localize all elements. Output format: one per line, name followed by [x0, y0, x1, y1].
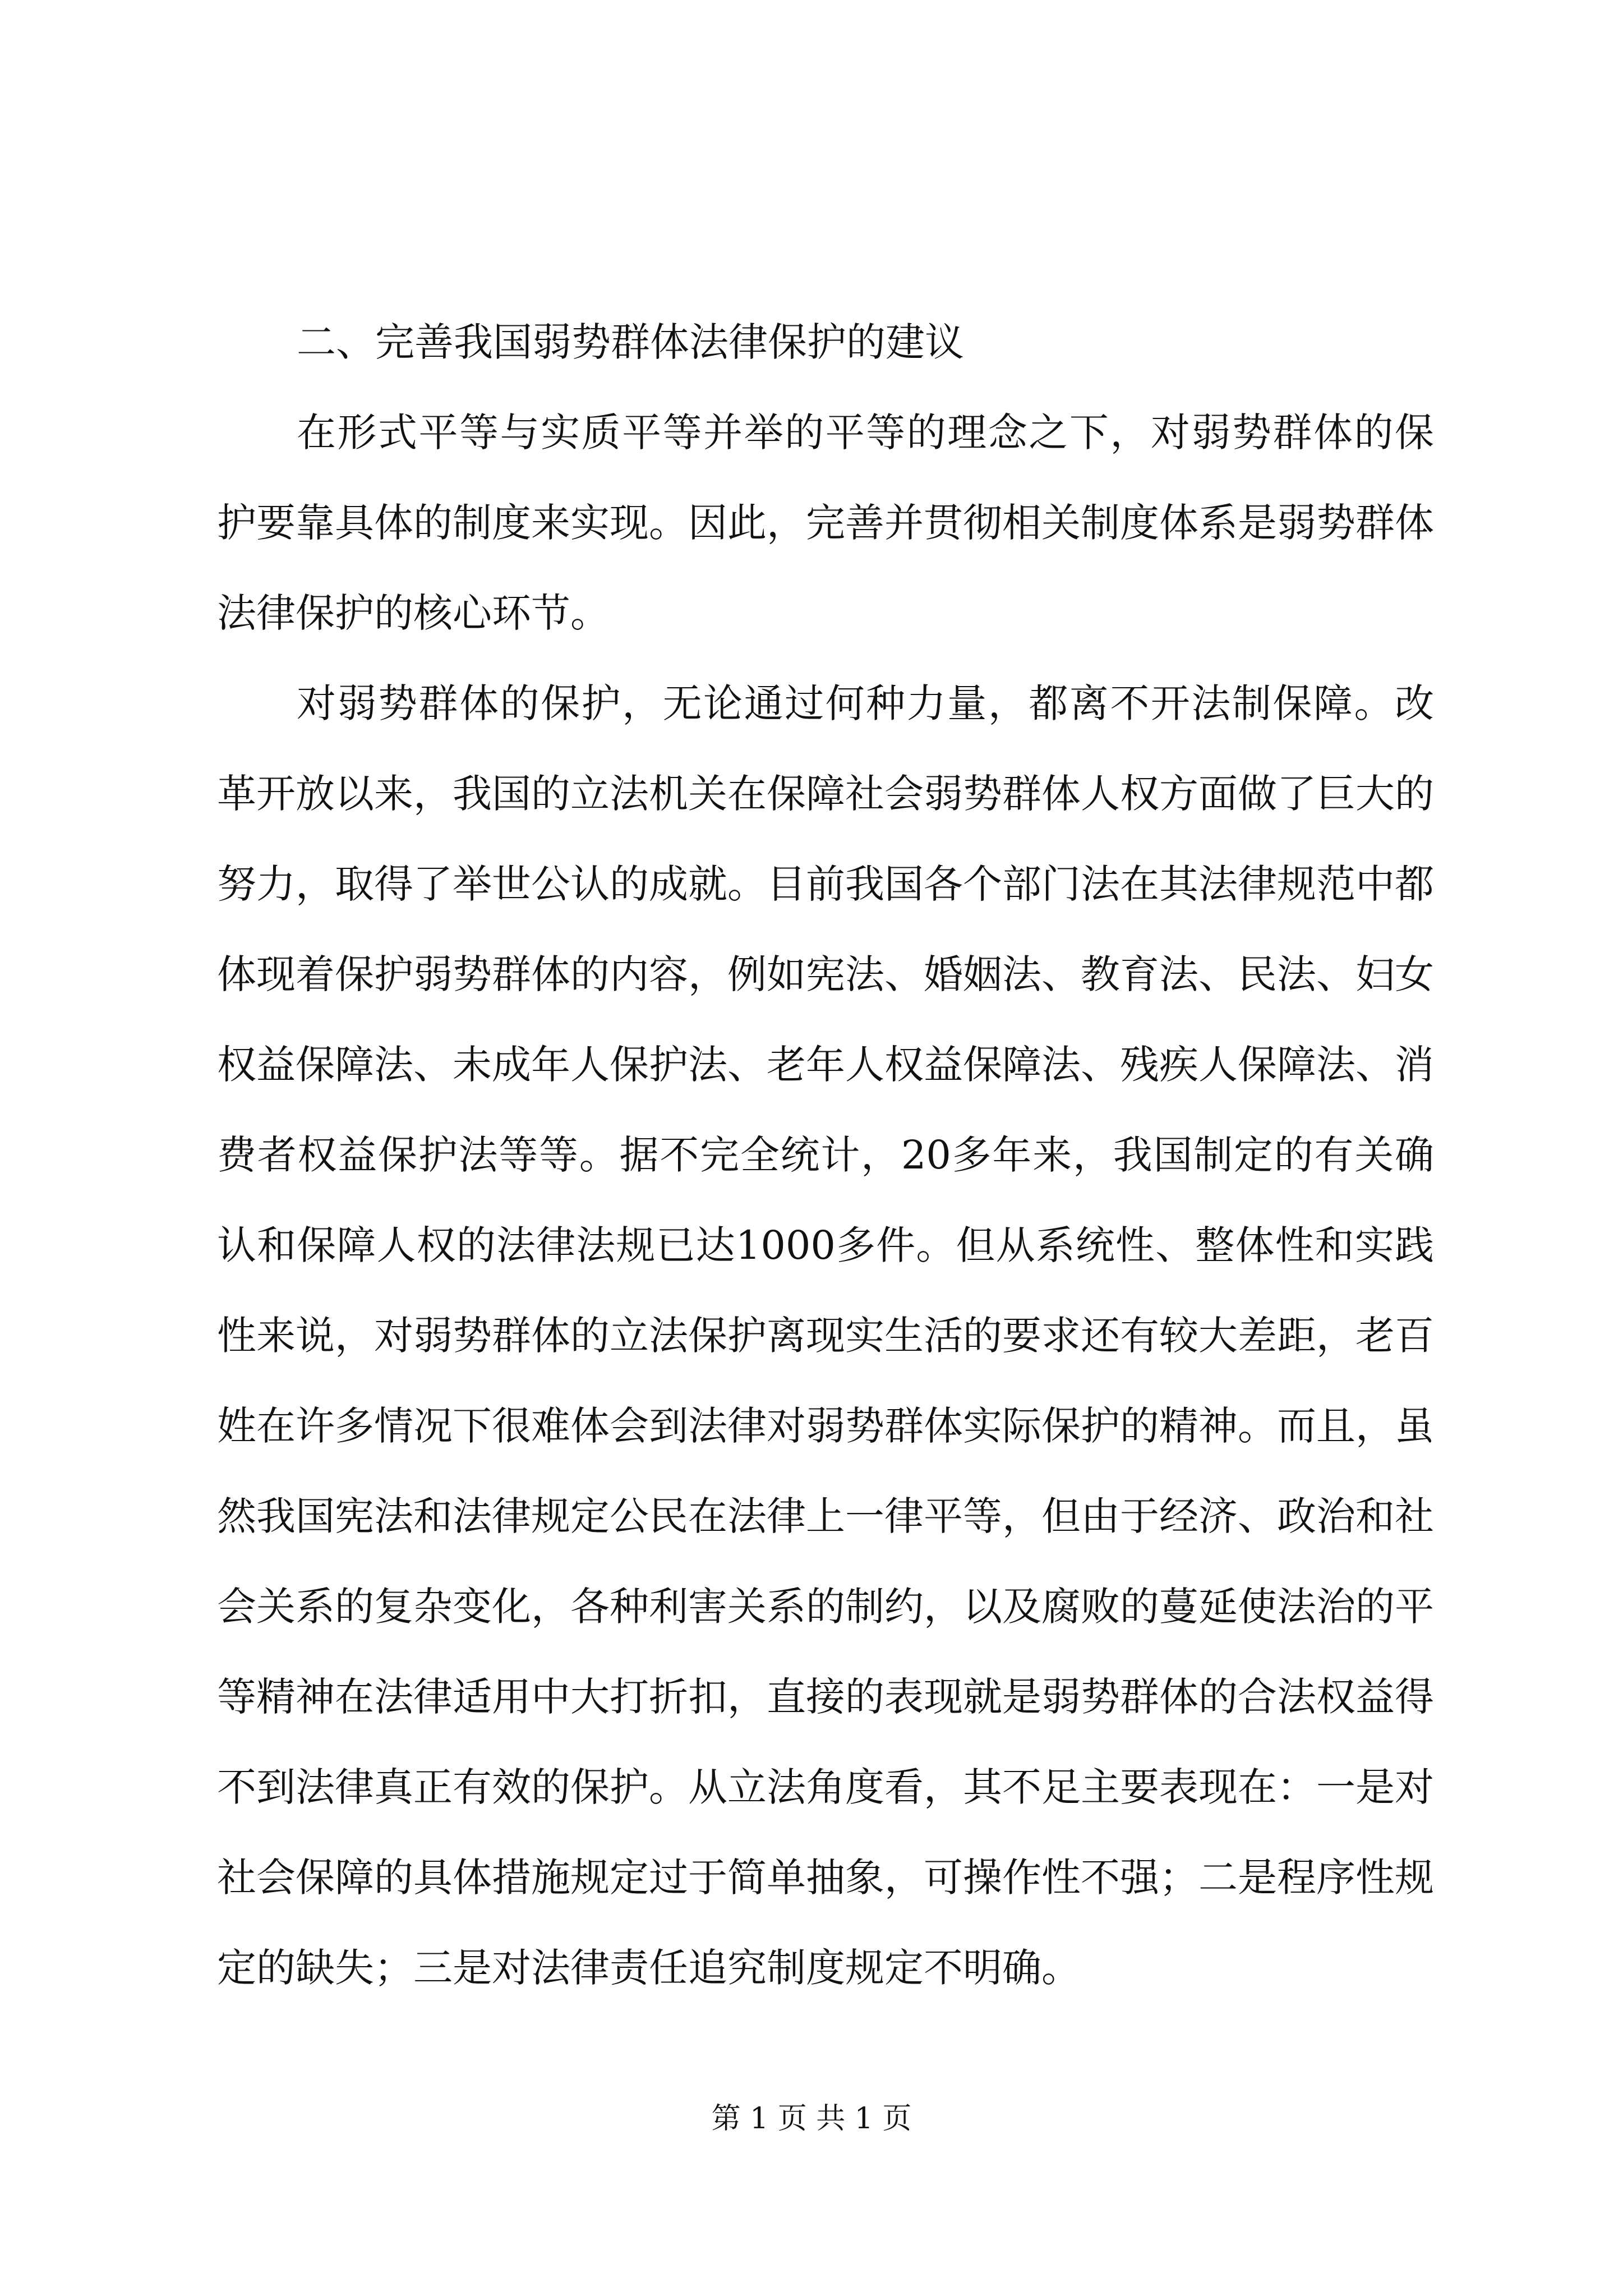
document-body	[217, 297, 1434, 2013]
section-heading: 二、完善我国弱势群体法律保护的建议	[297, 319, 964, 365]
paragraph-principle: 在形式平等与实质平等并举的平等的理念之下，对弱势群体的保护要靠具体的制度来实现。因此，完善并贯彻相关制度体系是弱势群体法律保护的核心环节。	[217, 409, 1434, 636]
paragraph-legislation: 对弱势群体的保护，无论通过何种力量，都离不开法制保障。改革开放以来，我国的立法机关在保障社会弱势群体人权方面做了巨大的努力，取得了举世公认的成就。目前我国各个部门法在其法律规范中都体现着保护弱势群体的内容，例如宪法、婚姻法、教育法、民法、妇女权益保障法、未成年人保护法、老年人权益保障法、残疾人保障法、消费者权益保护法等等。据不完全统计，20多年来，我国制定的有关确认和保障人权的法律法规已达1000多件。但从系统性、整体性和实践性来说，对弱势群体的立法保护离现实生活的要求还有较大差距，老百姓在许多情况下很难体会到法律对弱势群体实际保护的精神。而且，虽然我国宪法和法律规定公民在法律上一律平等，但由于经济、政治和社会关系的复杂变化，各种利害关系的制约，以及腐败的蔓延使法治的平等精神在法律适用中大打折扣，直接的表现就是弱势群体的合法权益得不到法律真正有效的保护。从立法角度看，其不足主要表现在：一是对社会保障的具体措施规定过于简单抽象，可操作性不强；二是程序性规定的缺失；三是对法律责任追究制度规定不明确。	[217, 680, 1434, 1991]
page-number-footer: 第 1 页 共 1 页	[711, 2102, 912, 2136]
